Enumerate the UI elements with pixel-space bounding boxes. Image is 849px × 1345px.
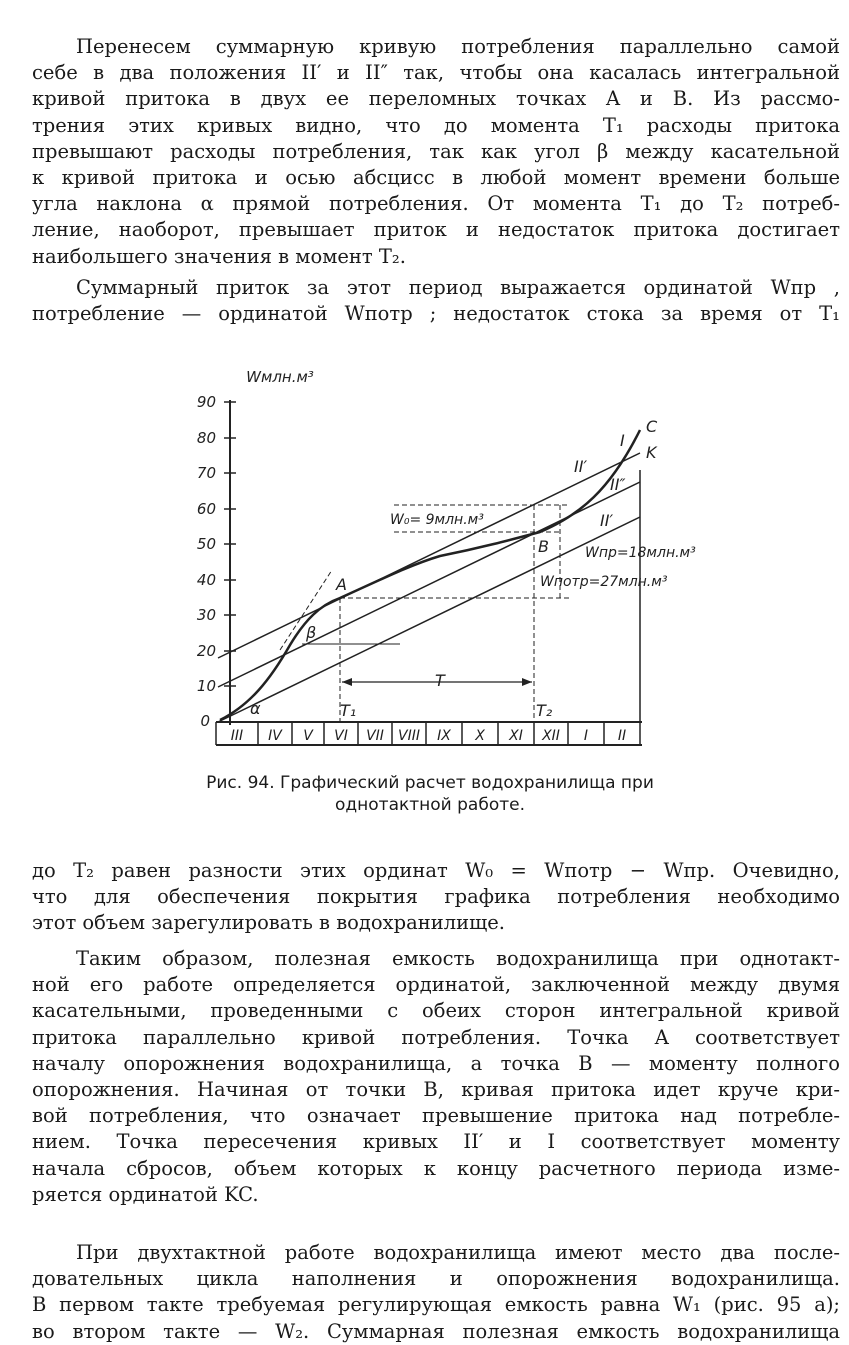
text-line: вой потребления, что означает превышение притока над потребле- [32, 1104, 840, 1128]
reservoir-graph-figure [180, 360, 700, 760]
y-tick-label: 50 [196, 535, 216, 553]
text-line: опорожнения. Начиная от точки B, кривая притока идет круче кри- [32, 1077, 840, 1101]
month-label: V [303, 728, 313, 744]
Wpotr-annotation: Wпотр=27млн.м³ [540, 574, 668, 590]
text-line: началу опорожнения водохранилища, а точка B — моменту полного [32, 1051, 840, 1075]
consumption-line-II [218, 517, 640, 722]
figure-caption [150, 772, 710, 816]
month-label: VII [366, 728, 384, 744]
paragraph-1 [32, 34, 840, 270]
month-label: I [583, 728, 589, 744]
paragraph-2 [32, 275, 840, 327]
alpha-label: α [250, 699, 261, 718]
text-line: превышают расходы потребления, так как угол β между касательной [32, 139, 840, 163]
text-line: довательных цикла наполнения и опорожнения водохранилища. [32, 1267, 840, 1291]
text-line: Таким образом, полезная емкость водохранилища при однотакт- [76, 947, 840, 970]
text-line: В первом такте требуемая регулирующая емкость равна W₁ (рис. 95 а); [32, 1293, 840, 1317]
y-axis-label: Wмлн.м³ [246, 368, 314, 386]
y-tick-label: 70 [196, 464, 216, 482]
y-tick-label: 90 [196, 393, 216, 411]
text-line: что для обеспечения покрытия графика потребления необходимо [32, 885, 840, 909]
paragraph-5 [32, 1240, 840, 1345]
y-tick-label: 20 [196, 642, 216, 660]
W0-annotation: W₀= 9млн.м³ [390, 512, 484, 528]
y-tick-label: 30 [196, 606, 216, 624]
caption-line: однотактной работе. [335, 795, 525, 815]
caption-line: Рис. 94. Графический расчет водохранилища при [206, 773, 654, 793]
y-tick-label: 10 [196, 677, 216, 695]
line-II1-label: II′ [600, 511, 614, 530]
y-tick-label: 0 [200, 712, 210, 730]
text-line: себе в два положения II′ и II″ так, чтобы она касалась интегральной [32, 61, 840, 85]
text-line: потребление — ординатой Wпотр ; недостаток стока за время от T₁ [32, 302, 840, 326]
T1-label: T₁ [340, 701, 357, 720]
text-line: касательными, проведенными с обеих сторон интегральной кривой [32, 999, 840, 1023]
text-line: угла наклона α прямой потребления. От момента T₁ до T₂ потреб- [32, 192, 840, 216]
line-II2-label: II″ [610, 475, 626, 494]
construction-lines [340, 505, 570, 722]
point-C-label: C [646, 417, 658, 436]
y-tick-label: 40 [196, 571, 216, 589]
arrow-head [522, 678, 532, 686]
y-tick-label: 60 [196, 500, 216, 518]
arrow-head [342, 678, 352, 686]
month-label: VIII [398, 728, 420, 744]
text-line: к кривой притока и осью абсцисс в любой момент времени больше [32, 165, 840, 189]
Wpr-annotation: Wпр=18млн.м³ [585, 545, 696, 561]
T-label: T [435, 671, 445, 690]
month-label: XI [509, 728, 523, 744]
month-label: III [230, 728, 244, 744]
text-line: ряется ординатой KC. [32, 1182, 259, 1206]
text-line: трения этих кривых видно, что до момента T₁ расходы притока [32, 113, 840, 137]
text-line: ление, наоборот, превышает приток и недостаток притока достигает [32, 218, 840, 242]
curve-I-label: I [620, 431, 625, 450]
y-tick-label: 80 [196, 429, 216, 447]
text-line: притока параллельно кривой потребления. Точка A соответствует [32, 1025, 840, 1049]
point-K-label: K [646, 443, 657, 462]
month-label: II [617, 728, 627, 744]
text-line: ной его работе определяется ординатой, заключенной между двумя [32, 973, 840, 997]
paragraph-3 [32, 858, 840, 937]
line-II1-top-label: II′ [574, 457, 588, 476]
month-label: XII [542, 728, 560, 744]
text-line: наибольшего значения в момент T₂. [32, 244, 406, 268]
month-label: VI [334, 728, 348, 744]
text-line: начала сбросов, объем которых к концу расчетного периода изме- [32, 1156, 840, 1180]
text-line: Суммарный приток за этот период выражается ординатой Wпр , [76, 276, 840, 299]
text-line: во втором такте — W₂. Суммарная полезная емкость водохранилища [32, 1319, 840, 1343]
text-line: кривой притока в двух ее переломных точках A и B. Из рассмо- [32, 87, 840, 111]
T2-label: T₂ [536, 701, 553, 720]
beta-label: β [306, 623, 317, 642]
text-line: этот объем зарегулировать в водохранилище. [32, 911, 506, 935]
text-line: нием. Точка пересечения кривых II′ и I соответствует моменту [32, 1130, 840, 1154]
month-label: X [475, 728, 485, 744]
text-line: до T₂ равен разности этих ординат W₀ = Wпотр − Wпр. Очевидно, [32, 859, 840, 882]
paragraph-4 [32, 946, 840, 1208]
tangent-line-II1 [218, 453, 640, 658]
month-label: IV [268, 728, 282, 744]
point-A-label: A [336, 575, 347, 594]
month-label: IX [437, 728, 451, 744]
text-line: Перенесем суммарную кривую потребления параллельно самой [76, 35, 840, 58]
text-line: При двухтактной работе водохранилища имеют место два после- [76, 1241, 840, 1264]
point-B-label: B [538, 537, 549, 556]
